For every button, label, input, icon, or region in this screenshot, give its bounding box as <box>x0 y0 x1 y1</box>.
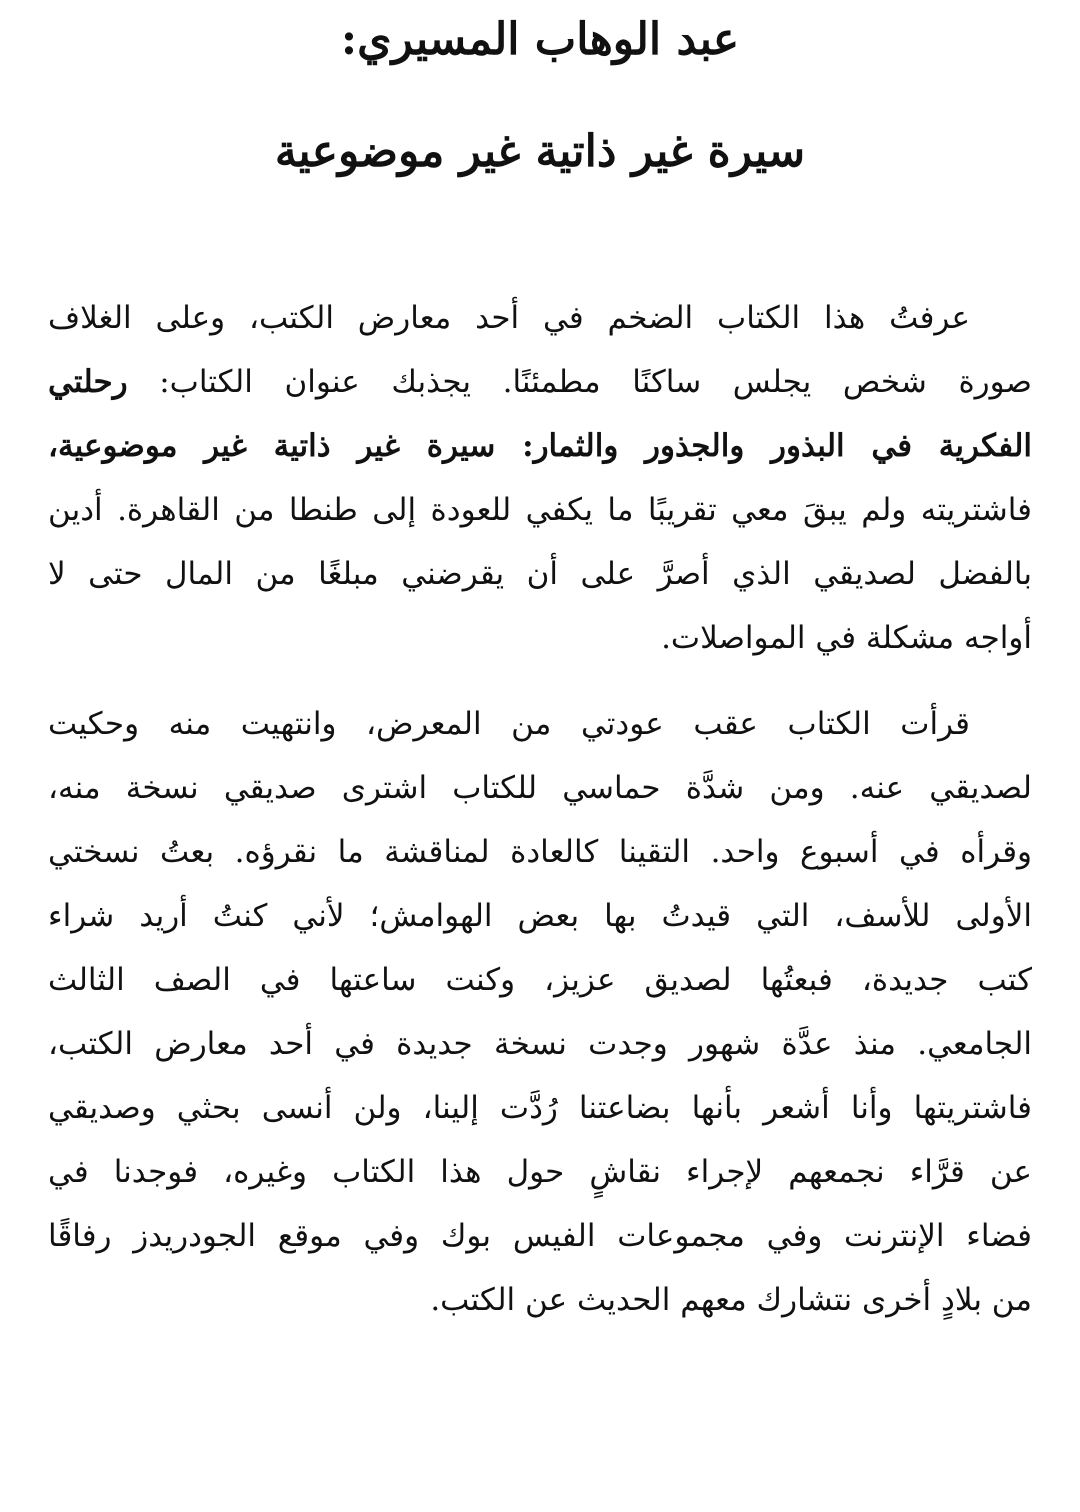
paragraph-2-line-4: الأولى للأسف، التي قيدتُ بها بعض الهوامش؛ لأني كنتُ أريد شراء <box>48 898 1032 934</box>
paragraph-2-line-3: وقرأه في أسبوع واحد. التقينا كالعادة لمناقشة ما نقرؤه. بعتُ نسختي <box>48 834 1032 870</box>
paragraph-1-line-2 <box>48 350 1032 414</box>
paragraph-1-line-6: أواجه مشكلة في المواصلات. <box>661 620 1032 656</box>
paragraph-2-line-10: من بلادٍ أخرى نتشارك معهم الحديث عن الكتب. <box>430 1282 1032 1318</box>
paragraph-1-line-4: فاشتريته ولم يبقَ معي تقريبًا ما يكفي للعودة إلى طنطا من القاهرة. أدين <box>48 492 1032 528</box>
title-line-2: سيرة غير ذاتية غير موضوعية <box>274 126 806 177</box>
paragraph-2 <box>48 692 1032 1332</box>
paragraph-2-line-7: فاشتريتها وأنا أشعر بأنها بضاعتنا رُدَّت إلينا، ولن أنسى بحثي وصديقي <box>48 1090 1032 1126</box>
title-block <box>48 10 1032 182</box>
paragraph-2-line-8: عن قرَّاء نجمعهم لإجراء نقاشٍ حول هذا الكتاب وغيره، فوجدنا في <box>48 1154 1032 1190</box>
paragraph-2-line-9: فضاء الإنترنت وفي مجموعات الفيس بوك وفي موقع الجودريدز رفاقًا <box>48 1218 1032 1254</box>
paragraph-1-line-1: عرفتُ هذا الكتاب الضخم في أحد معارض الكتب، وعلى الغلاف <box>48 300 970 336</box>
body-text <box>48 286 1032 1332</box>
paragraph-2-line-1: قرأت الكتاب عقب عودتي من المعرض، وانتهيت منه وحكيت <box>48 706 970 742</box>
title-line-1: عبد الوهاب المسيري: <box>340 14 740 65</box>
paragraph-1 <box>48 286 1032 670</box>
paragraph-1-line-3: الفكرية في البذور والجذور والثمار: سيرة غير ذاتية غير موضوعية، <box>48 428 1032 464</box>
paragraph-2-line-2: لصديقي عنه. ومن شدَّة حماسي للكتاب اشترى صديقي نسخة منه، <box>48 770 1032 806</box>
paragraph-2-line-5: كتب جديدة، فبعتُها لصديق عزيز، وكنت ساعتها في الصف الثالث <box>48 962 1032 998</box>
paragraph-1-line-5: بالفضل لصديقي الذي أصرَّ على أن يقرضني مبلغًا من المال حتى لا <box>48 556 1032 592</box>
paragraph-1-line-2-bold: رحلتي <box>48 364 128 400</box>
paragraph-2-line-6: الجامعي. منذ عدَّة شهور وجدت نسخة جديدة في أحد معارض الكتب، <box>48 1026 1032 1062</box>
paragraph-1-line-2-text: صورة شخص يجلس ساكنًا مطمئنًا. يجذبك عنوان الكتاب: <box>127 364 1032 400</box>
